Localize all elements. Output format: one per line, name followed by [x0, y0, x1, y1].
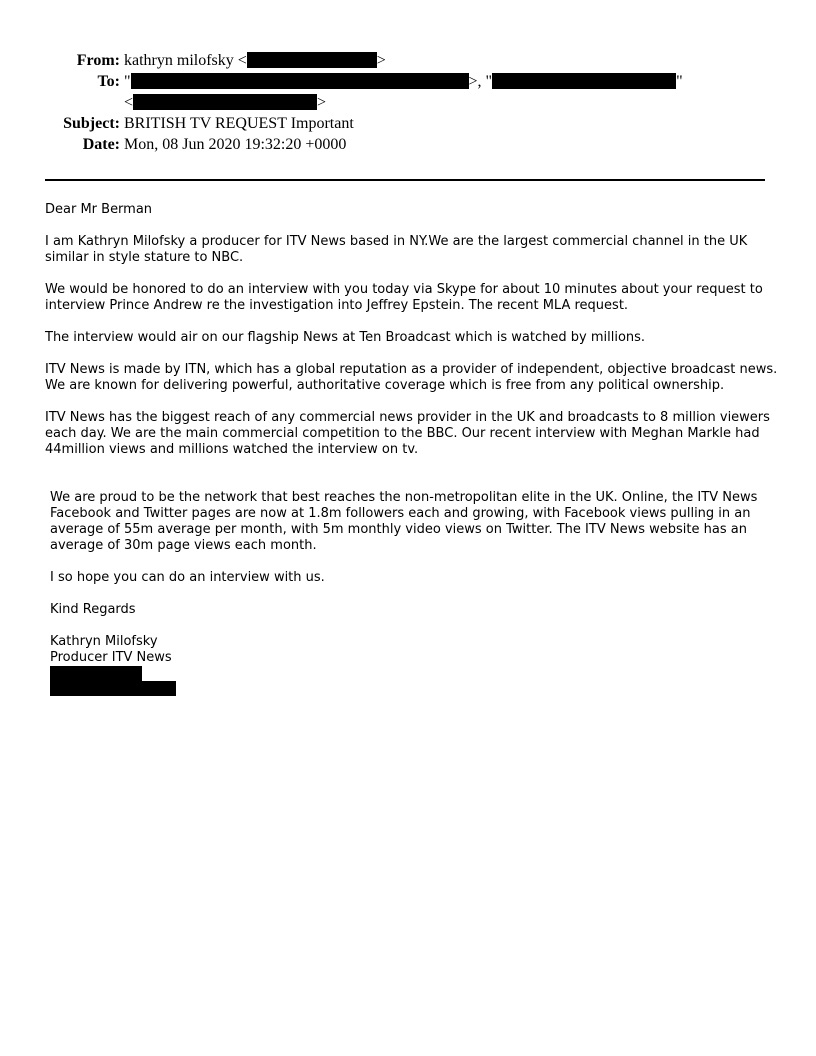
- signature-title: Producer ITV News: [50, 650, 172, 665]
- body-paragraph-4: ITV News is made by ITN, which has a global reputation as a provider of independent, objective broadcast news. We are known for delivering powerful, authoritative coverage which is free from any political ownership.: [45, 362, 778, 393]
- from-row: [0, 52, 816, 73]
- to-label: To:: [97, 73, 120, 90]
- to-close-quote: ": [676, 73, 683, 90]
- from-name: kathryn milofsky <: [124, 52, 247, 69]
- redacted-signature-line-2: [50, 681, 176, 696]
- redacted-to-address-1: [131, 73, 469, 89]
- signature: [50, 634, 780, 696]
- spacer: [45, 474, 780, 490]
- from-label: From:: [76, 52, 120, 69]
- indented-section: [45, 490, 780, 696]
- email-header: [0, 52, 816, 157]
- to-row: [0, 73, 816, 94]
- body-paragraph-1: I am Kathryn Milofsky a producer for ITV News based in NY.We are the largest commercial channel in the UK similar in style stature to NBC.: [45, 234, 748, 265]
- body-paragraph-7: I so hope you can do an interview with us.: [50, 570, 325, 585]
- greeting: Dear Mr Berman: [45, 202, 153, 217]
- redacted-to-name-2: [492, 73, 676, 89]
- to-open-quote: ": [124, 73, 131, 90]
- email-body: [45, 202, 780, 696]
- date-row: [0, 136, 816, 157]
- to-row-continued: [0, 94, 816, 115]
- signature-name: Kathryn Milofsky: [50, 634, 158, 649]
- body-paragraph-3: The interview would air on our flagship News at Ten Broadcast which is watched by millions.: [45, 330, 646, 345]
- subject-label: Subject:: [63, 115, 120, 132]
- subject-row: [0, 115, 816, 136]
- header-divider: [45, 179, 765, 181]
- date-value: Mon, 08 Jun 2020 19:32:20 +0000: [124, 136, 347, 153]
- closing: Kind Regards: [50, 602, 136, 617]
- body-paragraph-2: We would be honored to do an interview with you today via Skype for about 10 minutes about your request to interview Prince Andrew re the investigation into Jeffrey Epstein. The recent MLA request.: [45, 282, 763, 313]
- to-line2-close: >: [317, 94, 327, 111]
- body-paragraph-5: ITV News has the biggest reach of any commercial news provider in the UK and broadcasts to 8 million viewers each day. We are the main commercial competition to the BBC. Our recent interview with Meghan Markle had 44million views and millions watched the interview on tv.: [45, 410, 770, 457]
- from-value: [124, 52, 386, 70]
- to-value-line2: [124, 94, 326, 112]
- redacted-to-address-2: [133, 94, 317, 110]
- body-paragraph-6: We are proud to be the network that best reaches the non-metropolitan elite in the UK. Online, the ITV News Facebook and Twitter pages are now at 1.8m followers each and growing, with Facebook views pulling in an average of 55m average per month, with 5m monthly video views on Twitter. The ITV News website has an average of 30m page views each month.: [50, 490, 758, 553]
- to-separator: >, ": [468, 73, 493, 90]
- subject-value: BRITISH TV REQUEST Important: [124, 115, 354, 132]
- redacted-signature-line-1: [50, 666, 142, 681]
- to-line2-open: <: [124, 94, 134, 111]
- date-label: Date:: [82, 136, 120, 153]
- redacted-from-email: [247, 52, 377, 68]
- to-value: [124, 73, 683, 91]
- from-close: >: [376, 52, 386, 69]
